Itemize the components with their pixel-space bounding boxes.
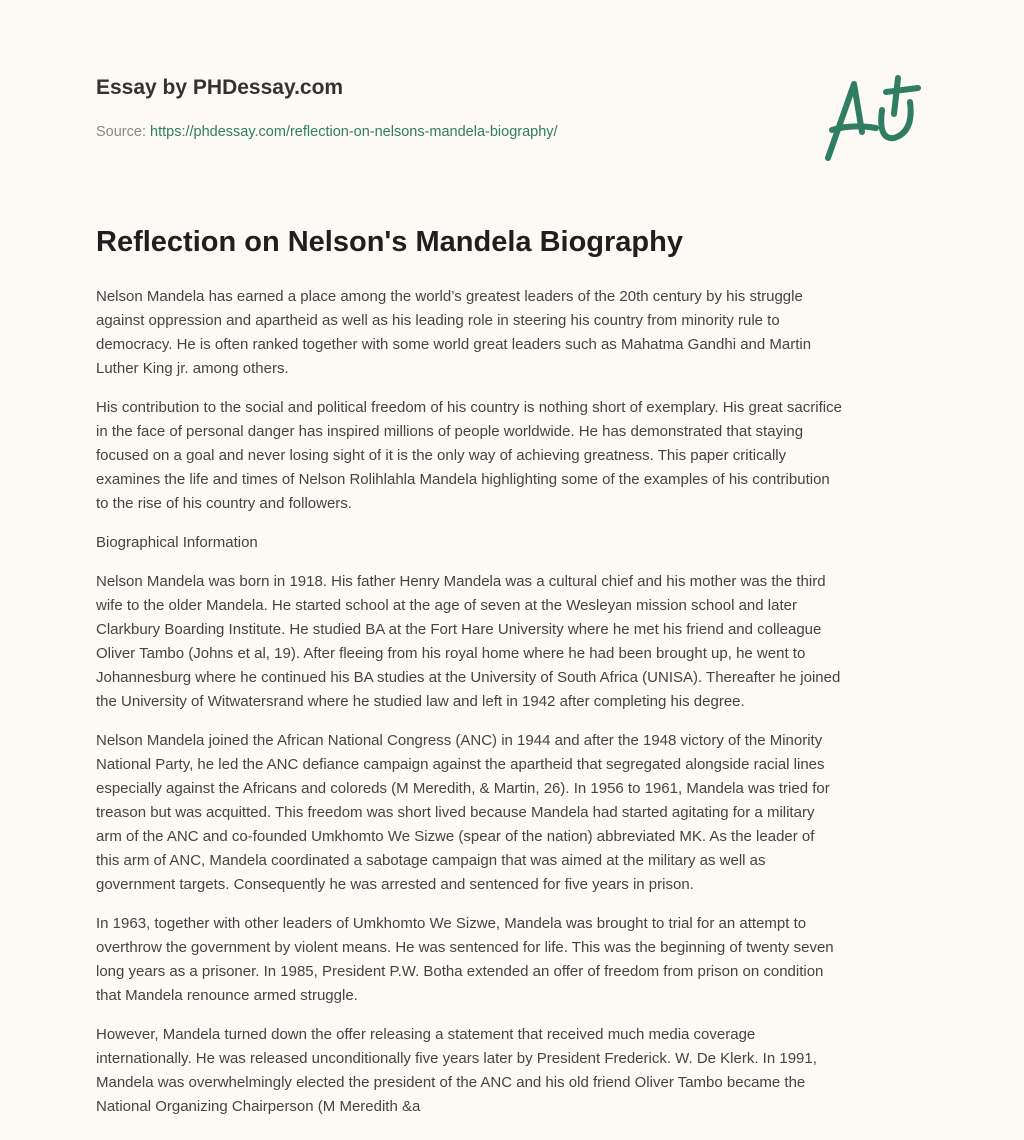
- essay-paragraph: [96, 729, 936, 897]
- paragraph-line: the University of Witwatersrand where he studied law and left in 1942 after completing his degree.: [96, 693, 745, 710]
- paragraph-line: overthrow the government by violent means. He was sentenced for life. This was the beginning of twenty seven: [96, 939, 834, 956]
- paragraph-line: In 1963, together with other leaders of Umkhomto We Sizwe, Mandela was brought to trial for an attempt to: [96, 915, 807, 932]
- paragraph-line: wife to the older Mandela. He started school at the age of seven at the Wesleyan mission school and later: [96, 597, 797, 614]
- paragraph-line: Biographical Information: [96, 534, 258, 551]
- site-title: Essay by PHDessay.com: [96, 76, 344, 99]
- paragraph-line: arm of the ANC and co-founded Umkhomto We Sizwe (spear of the nation) abbreviated MK. As the leader of: [96, 828, 815, 845]
- essay-paragraph: [96, 570, 936, 714]
- paragraph-line: Johannesburg where he continued his BA studies at the University of South Africa (UNISA). Thereafter he joined: [96, 669, 841, 686]
- paragraph-line: democracy. He is often ranked together with some world great leaders such as Mahatma Gandhi and Martin: [96, 336, 812, 353]
- source-line: [96, 124, 558, 140]
- paragraph-line: internationally. He was released unconditionally five years later by President Frederick. W. De Klerk. In 1991,: [96, 1050, 817, 1067]
- paragraph-line: Nelson Mandela was born in 1918. His father Henry Mandela was a cultural chief and his mother was the third: [96, 573, 826, 590]
- paragraph-line: Mandela was overwhelmingly elected the president of the ANC and his old friend Oliver Tambo became the: [96, 1074, 806, 1091]
- essay-paragraph: [96, 285, 936, 381]
- paragraph-line: government targets. Consequently he was arrested and sentenced for five years in prison.: [96, 876, 694, 893]
- paragraph-line: National Organizing Chairperson (M Meredith &a: [96, 1098, 421, 1115]
- paragraph-line: this arm of ANC, Mandela coordinated a sabotage campaign that was aimed at the military as well as: [96, 852, 766, 869]
- paragraph-line: treason but was acquitted. This freedom was short lived because Mandela had started agitating for a military: [96, 804, 815, 821]
- essay-paragraph: [96, 396, 936, 516]
- paragraph-line: examines the life and times of Nelson Rolihlahla Mandela highlighting some of the examples of his contribution: [96, 471, 830, 488]
- paragraph-line: focused on a goal and never losing sight of it is the only way of achieving greatness. This paper critically: [96, 447, 787, 464]
- paragraph-line: Nelson Mandela has earned a place among the world’s greatest leaders of the 20th century by his struggle: [96, 288, 803, 305]
- paragraph-line: National Party, he led the ANC defiance campaign against the apartheid that segregated alongside racial lines: [96, 756, 825, 773]
- a-plus-logo-icon: [818, 70, 928, 165]
- source-link[interactable]: https://phdessay.com/reflection-on-nelsons-mandela-biography/: [150, 124, 558, 140]
- essay-paragraph: [96, 912, 936, 1008]
- paragraph-line: to the rise of his country and followers.: [96, 495, 352, 512]
- essay-paragraph: [96, 1023, 936, 1119]
- paragraph-line: Oliver Tambo (Johns et al, 19). After fleeing from his royal home where he had been brought up, he went to: [96, 645, 806, 662]
- paragraph-line: Nelson Mandela joined the African National Congress (ANC) in 1944 and after the 1948 victory of the Minority: [96, 732, 823, 749]
- paragraph-line: especially against the Africans and coloreds (M Meredith, & Martin, 26). In 1956 to 1961, Mandela was tried for: [96, 780, 830, 797]
- paragraph-line: Clarkbury Boarding Institute. He studied BA at the Fort Hare University where he met his friend and colleague: [96, 621, 822, 638]
- paragraph-line: in the face of personal danger has inspired millions of people worldwide. He has demonstrated that staying: [96, 423, 804, 440]
- paragraph-line: that Mandela renounce armed struggle.: [96, 987, 358, 1004]
- essay-body: [96, 285, 936, 1134]
- paragraph-line: His contribution to the social and political freedom of his country is nothing short of exemplary. His great sacrifice: [96, 399, 842, 416]
- paragraph-line: long years as a prisoner. In 1985, President P.W. Botha extended an offer of freedom from prison on condition: [96, 963, 824, 980]
- paragraph-line: Luther King jr. among others.: [96, 360, 289, 377]
- section-heading: [96, 531, 936, 555]
- essay-title: Reflection on Nelson's Mandela Biography: [96, 226, 683, 258]
- paragraph-line: against oppression and apartheid as well as his leading role in steering his country from minority rule to: [96, 312, 780, 329]
- source-label: Source:: [96, 124, 146, 140]
- paragraph-line: However, Mandela turned down the offer releasing a statement that received much media coverage: [96, 1026, 756, 1043]
